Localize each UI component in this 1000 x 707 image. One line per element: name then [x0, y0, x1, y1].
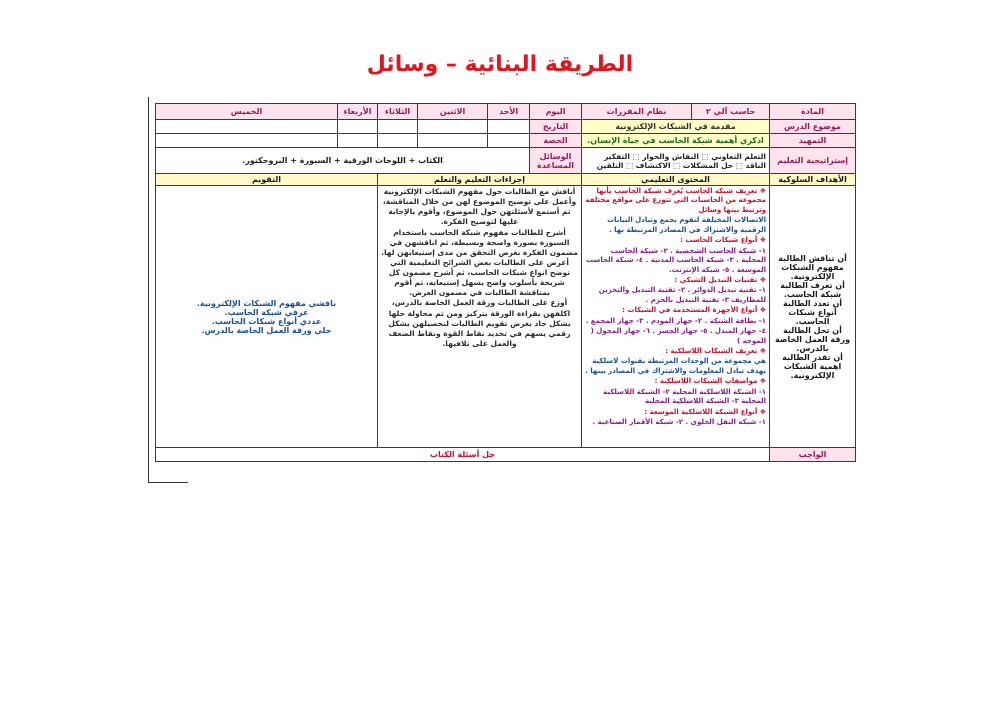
day-wed: الأربعاء: [338, 104, 378, 120]
day-thu: الخميس: [156, 104, 338, 120]
row-intro: [156, 134, 856, 148]
aids-label: الوسائل المساعدة: [530, 148, 582, 174]
objective-item: أن تحل الطالبة ورقة العمل الخاصة بالدرس.: [774, 325, 851, 353]
content-line: ١- شبكة النقل الخلوي . ٢- شبكة الأقمار الصناعية .: [592, 418, 767, 427]
margin-tick: [148, 482, 188, 483]
evaluation-cell: [156, 186, 378, 448]
header-content: المحتوى التعليمي: [582, 174, 770, 186]
content-line: ١- الشبكة اللاسلكية المحلية ٢- الشبكة اللاسلكية المحلية ٣- الشبكة اللاسلكية المحلية: [603, 387, 767, 406]
day-tue: الثلاثاء: [378, 104, 418, 120]
topic-value: مقدمة في الشبكات الإلكترونية: [582, 120, 770, 134]
header-evaluation: التقويم: [156, 174, 378, 186]
content-line: ❖ تقنيات التبديل الشبكي :: [674, 275, 767, 284]
evaluation-item: عددي أنواع شبكات الحاسب.: [211, 316, 322, 326]
day-sun: الأحد: [488, 104, 530, 120]
margin-line: [148, 97, 149, 483]
objective-item: أن تعرف الطالبة شبكة الحاسب.: [780, 280, 845, 299]
homework-value: حل أسئلة الكتاب: [156, 448, 770, 462]
intro-label: التمهيد: [770, 134, 856, 148]
content-line: الاتصالات المختلفة لتقوم بجمع وتبادل البيانات الرقمية والاشتراك في المصادر المرتبطة بها .: [607, 216, 767, 234]
row-strategy: [156, 148, 856, 174]
course-value: نظام المقررات: [582, 104, 692, 120]
content-line: ❖ تعريف الشبكات اللاسلكية :: [665, 347, 767, 355]
evaluation-item: ناقشي مفهوم الشبكات الإلكترونية.: [196, 298, 337, 308]
day-mon: الاثنين: [418, 104, 488, 120]
strategy-label: إستراتيجية التعليم: [770, 148, 856, 174]
content-line: ❖ أنواع الشبكة اللاسلكية الموسعة :: [644, 407, 767, 416]
subject-label: المادة: [770, 104, 856, 120]
subject-value: حاسب آلي ٢: [692, 104, 770, 120]
evaluation-item: حلي ورقة العمل الخاصة بالدرس.: [201, 325, 332, 335]
row-homework: [156, 448, 856, 462]
day-label: اليوم: [530, 104, 582, 120]
procedure-item: أعرض على الطالبات بعض الشرائح التعليمية التي توضح انواع شبكات الحاسب، ثم أشرح مضمون كل شريحة بأسلوب واضح يسهل إستيعابه، ثم أقوم بمناقشة الطالبات في مضمون العرض.: [388, 257, 571, 298]
content-line: ٤- جهاز المبدل . ٥- جهاز الجسر . ٦- جهاز المحول ( الموجه ): [590, 327, 767, 345]
content-line: ❖ أنواع الأجهزة المستخدمة في الشبكات :: [622, 306, 767, 315]
intro-value: اذكري أهمية شبكة الحاسب في حياة الإنسان.: [582, 134, 770, 148]
procedure-item: أوزع على الطالبات ورقة العمل الخاصة بالدرس، اكلفهن بقراءة الورقة بتركيز ومن ثم محاولة حلها بشكل جاد بغرض تقويم الطالبات لتحصيلهن بشكل رقمي يسهم في تحديد نقاط القوة ونقاط الضعف والعمل على تلافيها.: [388, 298, 571, 348]
content-line: هي مجموعة من الوحدات المرتبطة بقنوات لاسلكية بهدف تبادل المعلومات والاشتراك في المصادر بينها .: [585, 357, 767, 375]
procedure-item: أناقش مع الطالبات حول مفهوم الشبكات الإلكترونية وأعمل على توضيح الموضوع لهن من خلال المناقشة، ثم أستمع لأسئلتهن حول الموضوع، وأقوم بالإجابة عليها لتوضيح الفكرة.: [382, 187, 577, 227]
row-topic: [156, 120, 856, 134]
header-procedures: إجراءات التعليم والتعلم: [378, 174, 582, 186]
objective-item: أن تعدد الطالبة أنواع شبكات الحاسب.: [782, 298, 843, 326]
evaluation-item: عرفي شبكة الحاسب.: [224, 307, 309, 317]
strategy-options: التعلم التعاوني ⬚ النقاش والحوار ⬚ التفكير الناقد ⬚ حل المشكلات ⬚ الاكتشاف ⬚ التلقين: [582, 148, 770, 174]
content-line: ❖ أنواع شبكات الحاسب :: [680, 236, 767, 245]
topic-label: موضوع الدرس: [770, 120, 856, 134]
content-line: ❖ تعريف شبكة الحاسب يُعرف شبكة الحاسب بأنها مجموعة من الحاسبات التي تتوزع على مواقع مختلفة وترتبط بينها وسائل: [585, 187, 767, 214]
objectives-cell: [770, 186, 856, 448]
content-line: ١- بطاقة الشبكة . ٢- جهاز المودم . ٣- جهاز المجمع .: [585, 316, 767, 325]
content-line: ١- تقنية تبديل الدوائر . ٢- تقنية التبديل والتخزين للمظاريف ٣- تقنية التبديل بالحزم .: [598, 286, 767, 304]
header-objectives: الأهداف السلوكية: [770, 174, 856, 186]
procedures-cell: [378, 186, 582, 448]
content-cell: [582, 186, 770, 448]
page-title: الطريقة البنائية – وسائل: [366, 52, 634, 77]
row-subject: [156, 104, 856, 120]
lesson-plan-table: [155, 103, 856, 462]
procedure-item: أشرح للطالبات مفهوم شبكة الحاسب باستخدام السبورة بصورة واضحة وبسيطة، ثم اناقشهن في مضمون الفكرة بغرض التحقق من مدى إستيعابهن لها.: [381, 227, 578, 257]
period-label: الحصة: [530, 134, 582, 148]
objective-item: أن تناقش الطالبة مفهوم الشبكات الإلكترونية.: [778, 253, 847, 281]
row-headers: [156, 174, 856, 186]
homework-label: الواجب: [770, 448, 856, 462]
objective-item: أن تقدر الطالبة اهمية الشبكات الإلكترونية.: [782, 352, 843, 380]
row-body: [156, 186, 856, 448]
date-label: التاريخ: [530, 120, 582, 134]
content-line: ❖ مواصفات الشبكات اللاسلكية :: [654, 377, 767, 386]
aids-value: الكتاب + اللوحات الورقية + السبورة + البروجكتور.: [156, 148, 530, 174]
content-line: ١- شبكة الحاسب الشخصية . ٢- شبكة الحاسب المحلية . ٣- شبكة الحاسب المدنية . ٤- شبكة الحاسب الموسعة . ٥- شبكة الإنترنت.: [586, 246, 767, 274]
